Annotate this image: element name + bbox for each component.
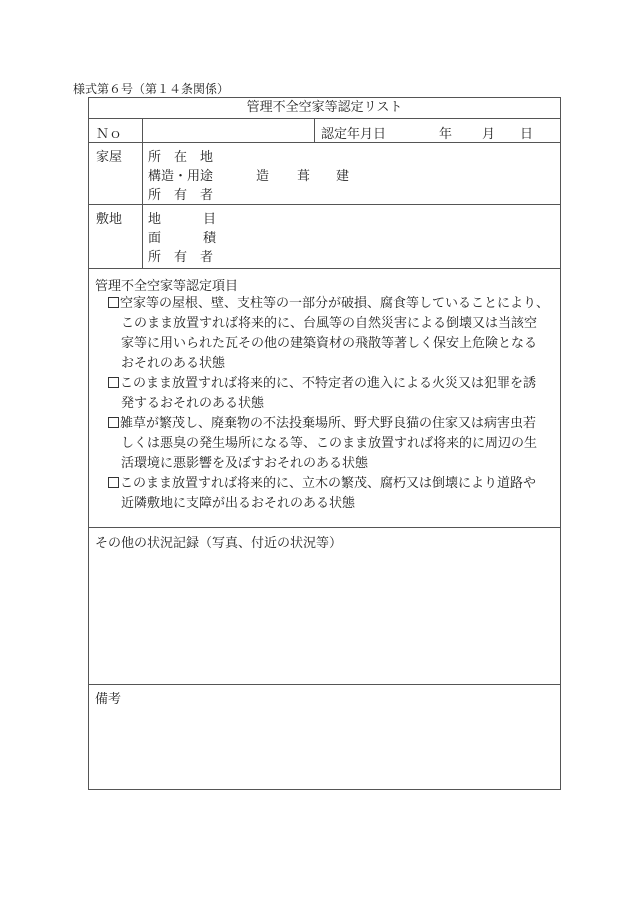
house-row — [89, 143, 560, 205]
criteria-item-text: このまま放置すれば将来的に、台風等の自然災害による倒壊又は当該空 — [121, 316, 538, 331]
criteria-checkbox[interactable] — [108, 417, 119, 428]
land-row — [89, 205, 560, 269]
criteria-item — [108, 374, 548, 414]
house-location-label: 所 在 地 — [148, 150, 214, 165]
land-area-label-b: 積 — [203, 231, 217, 246]
criteria-checkbox[interactable] — [108, 477, 119, 488]
criteria-item-text: 発するおそれのある状態 — [121, 396, 265, 411]
criteria-item-text: おそれのある状態 — [121, 356, 226, 371]
criteria-item-text: しくは悪臭の発生場所になる等、このまま放置すれば将来的に周辺の生 — [121, 436, 538, 451]
land-category-label-a: 地 — [148, 212, 162, 227]
number-label-cell — [89, 119, 143, 142]
criteria-item-text: 家等に用いられた瓦その他の建築資材の飛散等著しく保安上危険となる — [121, 336, 538, 351]
criteria-row — [89, 269, 560, 528]
land-area-label-a: 面 — [148, 231, 162, 246]
number-label: Ｎｏ — [96, 127, 123, 142]
land-label-cell — [89, 205, 143, 268]
number-row — [89, 119, 560, 143]
number-value-field[interactable] — [143, 119, 315, 142]
recognition-date-cell[interactable] — [315, 119, 560, 142]
land-category-label-b: 目 — [203, 212, 217, 227]
criteria-item-text: 活環境に悪影響を及ぼすおそれのある状態 — [121, 456, 369, 471]
criteria-item-text: 近隣敷地に支障が出るおそれのある状態 — [121, 496, 356, 511]
title-row — [89, 98, 560, 119]
land-label: 敷地 — [96, 212, 123, 227]
form-title: 管理不全空家等認定リスト — [246, 100, 403, 115]
house-label-cell — [89, 143, 143, 204]
recognition-list-form — [88, 97, 561, 790]
criteria-item — [108, 474, 548, 514]
other-records-heading: その他の状況記録（写真、付近の状況等） — [95, 536, 343, 551]
criteria-item-text: このまま放置すれば将来的に、立木の繁茂、腐朽又は倒壊により道路や — [120, 476, 537, 491]
remarks-row[interactable] — [89, 685, 560, 789]
other-records-row[interactable] — [89, 528, 560, 685]
house-detail-cell[interactable] — [143, 143, 560, 204]
criteria-checkbox[interactable] — [108, 377, 119, 388]
criteria-heading: 管理不全空家等認定項目 — [95, 279, 239, 294]
criteria-item-text: 空家等の屋根、壁、支柱等の一部分が破損、腐食等していることにより、 — [120, 296, 550, 311]
year-label: 年 — [439, 127, 453, 142]
house-owner-label: 所 有 者 — [148, 188, 214, 203]
house-structure-label: 構造・用途 — [148, 169, 214, 184]
criteria-item-text: このまま放置すれば将来的に、不特定者の進入による火災又は犯罪を誘 — [120, 376, 537, 391]
house-label: 家屋 — [96, 150, 123, 165]
month-label: 月 — [482, 127, 496, 142]
structure-part-zo: 造 — [256, 169, 270, 184]
land-owner-label: 所 有 者 — [148, 250, 214, 265]
criteria-item — [108, 294, 548, 374]
form-number: 様式第６号（第１４条関係） — [73, 82, 230, 96]
criteria-item — [108, 414, 548, 474]
criteria-item-text: 雑草が繁茂し、廃棄物の不法投棄場所、野犬野良猫の住家又は病害虫若 — [120, 416, 537, 431]
land-detail-cell[interactable] — [143, 205, 560, 268]
recognition-date-label: 認定年月日 — [321, 127, 387, 142]
remarks-heading: 備考 — [95, 692, 122, 707]
criteria-checkbox[interactable] — [108, 297, 119, 308]
structure-part-fuki: 葺 — [297, 169, 311, 184]
day-label: 日 — [520, 127, 534, 142]
structure-part-date: 建 — [336, 169, 350, 184]
